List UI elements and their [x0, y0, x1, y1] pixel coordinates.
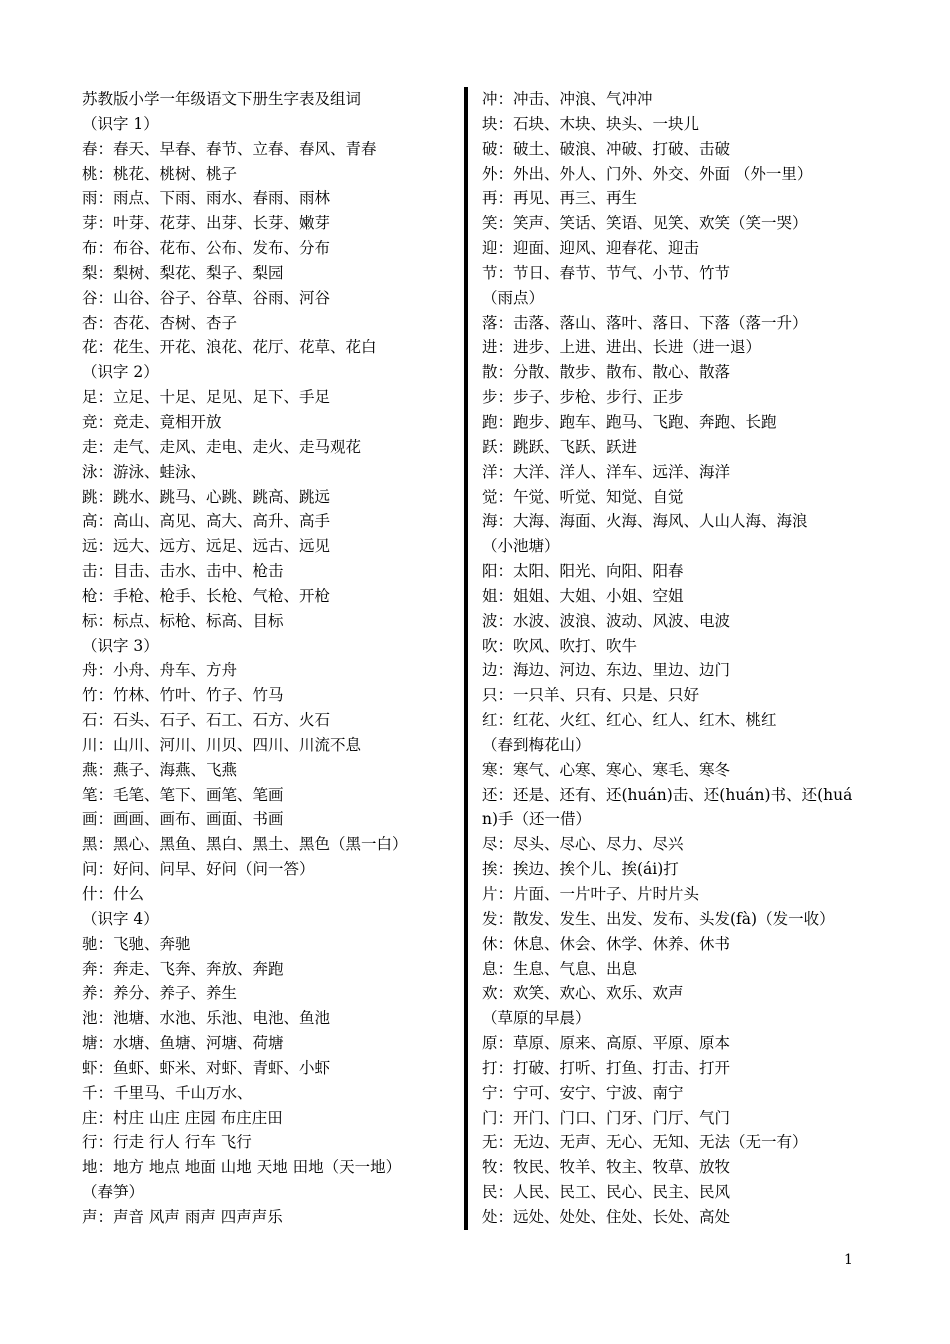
text-line: 姐：姐姐、大姐、小姐、空姐 [482, 586, 684, 605]
text-line: （春笋） [82, 1183, 145, 1202]
text-line: 谷：山谷、谷子、谷草、谷雨、河谷 [82, 288, 331, 307]
text-line: 芽：叶芽、花芽、出芽、长芽、嫩芽 [82, 214, 331, 233]
text-line: 地：地方 地点 地面 山地 天地 田地（天一地） [82, 1158, 402, 1177]
text-line: 再：再见、再三、再生 [482, 189, 638, 208]
text-line: （草原的早晨） [482, 1009, 591, 1028]
text-line: 泳：游泳、蛙泳、 [82, 462, 207, 481]
text-line: 原：草原、原来、高原、平原、原本 [482, 1034, 731, 1053]
text-line: 问：好问、问早、好问（问一答） [82, 860, 315, 879]
text-line: 竞：竞走、竟相开放 [82, 412, 222, 431]
text-line: （识字 1） [82, 114, 159, 133]
column-divider [464, 87, 468, 1230]
text-line: 民：人民、民工、民心、民主、民风 [482, 1183, 731, 1202]
text-line: 奔：奔走、飞奔、奔放、奔跑 [82, 959, 284, 978]
text-line: 石：石头、石子、石工、石方、火石 [82, 711, 331, 730]
text-line: 节：节日、春节、节气、小节、竹节 [482, 263, 731, 282]
text-line: 苏教版小学一年级语文下册生字表及组词 [82, 90, 362, 108]
text-line: 击：目击、击水、击中、枪击 [82, 562, 284, 581]
text-line: 跃：跳跃、飞跃、跃进 [482, 437, 638, 456]
text-line: 处：远处、处处、住处、长处、高处 [482, 1207, 731, 1226]
text-line: 布：布谷、花布、公布、发布、分布 [82, 239, 331, 258]
text-line: （小池塘） [482, 537, 560, 556]
text-line: n)手（还一借） [482, 810, 592, 829]
text-line: 声：声音 风声 雨声 四声声乐 [82, 1207, 283, 1226]
text-line: 外：外出、外人、门外、外交、外面 （外一里） [482, 164, 813, 183]
text-line: 落：击落、落山、落叶、落日、下落（落一升） [482, 313, 808, 332]
text-line: 驰：飞驰、奔驰 [82, 934, 191, 953]
text-line: 行：行走 行人 行车 飞行 [82, 1133, 252, 1152]
text-line: 块：石块、木块、块头、一块儿 [482, 114, 700, 133]
text-line: 破：破土、破浪、冲破、打破、击破 [482, 139, 731, 158]
text-line: （识字 4） [82, 909, 159, 928]
text-line: 笑：笑声、笑话、笑语、见笑、欢笑（笑一哭） [482, 214, 808, 233]
text-line: 进：进步、上进、进出、长进（进一退） [482, 338, 762, 357]
text-line: 池：池塘、水池、乐池、电池、鱼池 [82, 1009, 331, 1028]
text-line: 宁：宁可、安宁、宁波、南宁 [482, 1083, 684, 1102]
text-line: 迎：迎面、迎风、迎春花、迎击 [482, 239, 700, 258]
right-column [482, 87, 860, 1230]
text-line: 冲：冲击、冲浪、气冲冲 [482, 90, 653, 108]
text-line: 波：水波、波浪、波动、风波、电波 [482, 611, 731, 630]
text-line: （雨点） [482, 288, 545, 307]
text-line: 只：一只羊、只有、只是、只好 [482, 686, 700, 705]
text-line: 燕：燕子、海燕、飞燕 [82, 760, 238, 779]
text-line: 高：高山、高见、高大、高升、高手 [82, 512, 331, 531]
text-line: 画：画画、画布、画面、书画 [82, 810, 284, 829]
text-line: 寒：寒气、心寒、寒心、寒毛、寒冬 [482, 760, 731, 779]
text-line: 边：海边、河边、东边、里边、边门 [482, 661, 731, 680]
left-column [82, 87, 457, 1230]
text-line: 阳：太阳、阳光、向阳、阳春 [482, 562, 684, 581]
text-line: 千：千里马、千山万水、 [82, 1083, 253, 1102]
text-line: 还：还是、还有、还(huán)击、还(huán)书、还(huá [482, 785, 853, 804]
text-line: 无：无边、无声、无心、无知、无法（无一有） [482, 1133, 808, 1152]
text-line: 川：山川、河川、川贝、四川、川流不息 [82, 735, 362, 754]
text-line: 花：花生、开花、浪花、花厅、花草、花白 [82, 338, 377, 357]
text-line: 欢：欢笑、欢心、欢乐、欢声 [482, 984, 684, 1003]
text-line: （识字 2） [82, 363, 159, 382]
text-line: 海：大海、海面、火海、海风、人山人海、海浪 [482, 512, 808, 531]
text-line: 休：休息、休会、休学、休养、休书 [482, 934, 731, 953]
text-line: 庄：村庄 山庄 庄园 布庄庄田 [82, 1108, 283, 1127]
text-line: 虾：鱼虾、虾米、对虾、青虾、小虾 [82, 1058, 331, 1077]
text-line: 远：远大、远方、远足、远古、远见 [82, 537, 331, 556]
text-line: 挨：挨边、挨个儿、挨(ái)打 [482, 860, 679, 879]
text-line: 打：打破、打听、打鱼、打击、打开 [482, 1058, 731, 1077]
text-line: 春：春天、早春、春节、立春、春风、青春 [82, 139, 377, 158]
text-line: 养：养分、养子、养生 [82, 984, 238, 1003]
text-line: 片：片面、一片叶子、片时片头 [482, 885, 700, 903]
text-line: 发：散发、发生、出发、发布、头发(fà)（发一收） [482, 909, 835, 928]
text-line: （识字 3） [82, 636, 159, 655]
text-line: 吹：吹风、吹打、吹牛 [482, 636, 638, 655]
text-line: 舟：小舟、舟车、方舟 [82, 661, 238, 680]
text-line: 标：标点、标枪、标高、目标 [82, 611, 284, 630]
text-line: 桃：桃花、桃树、桃子 [82, 164, 238, 183]
text-line: 洋：大洋、洋人、洋车、远洋、海洋 [482, 462, 731, 481]
page-number: 1 [844, 1252, 853, 1268]
text-line: 牧：牧民、牧羊、牧主、牧草、放牧 [482, 1158, 731, 1177]
text-line: 足：立足、十足、足见、足下、手足 [82, 388, 331, 407]
text-line: 梨：梨树、梨花、梨子、梨园 [82, 263, 284, 282]
text-line: 跳：跳水、跳马、心跳、跳高、跳远 [82, 487, 331, 506]
text-line: 黑：黑心、黑鱼、黑白、黑土、黑色（黑一白） [82, 835, 408, 854]
text-line: 什：什么 [82, 885, 145, 903]
text-line: 跑：跑步、跑车、跑马、飞跑、奔跑、长跑 [482, 412, 777, 431]
text-line: 步：步子、步枪、步行、正步 [482, 388, 684, 407]
text-line: 觉：午觉、听觉、知觉、自觉 [482, 487, 684, 506]
text-line: 塘：水塘、鱼塘、河塘、荷塘 [82, 1034, 284, 1053]
text-line: 红：红花、火红、红心、红人、红木、桃红 [482, 711, 777, 730]
text-line: 尽：尽头、尽心、尽力、尽兴 [482, 835, 684, 854]
text-line: （春到梅花山） [482, 735, 591, 754]
text-line: 走：走气、走风、走电、走火、走马观花 [82, 437, 362, 456]
text-line: 笔：毛笔、笔下、画笔、笔画 [82, 785, 284, 804]
text-line: 雨：雨点、下雨、雨水、春雨、雨林 [82, 189, 331, 208]
text-line: 枪：手枪、枪手、长枪、气枪、开枪 [82, 586, 331, 605]
text-line: 散：分散、散步、散布、散心、散落 [482, 363, 731, 382]
text-line: 息：生息、气息、出息 [482, 959, 638, 978]
text-line: 门：开门、门口、门牙、门厅、气门 [482, 1108, 731, 1127]
text-line: 竹：竹林、竹叶、竹子、竹马 [82, 686, 284, 705]
text-line: 杏：杏花、杏树、杏子 [82, 313, 238, 332]
